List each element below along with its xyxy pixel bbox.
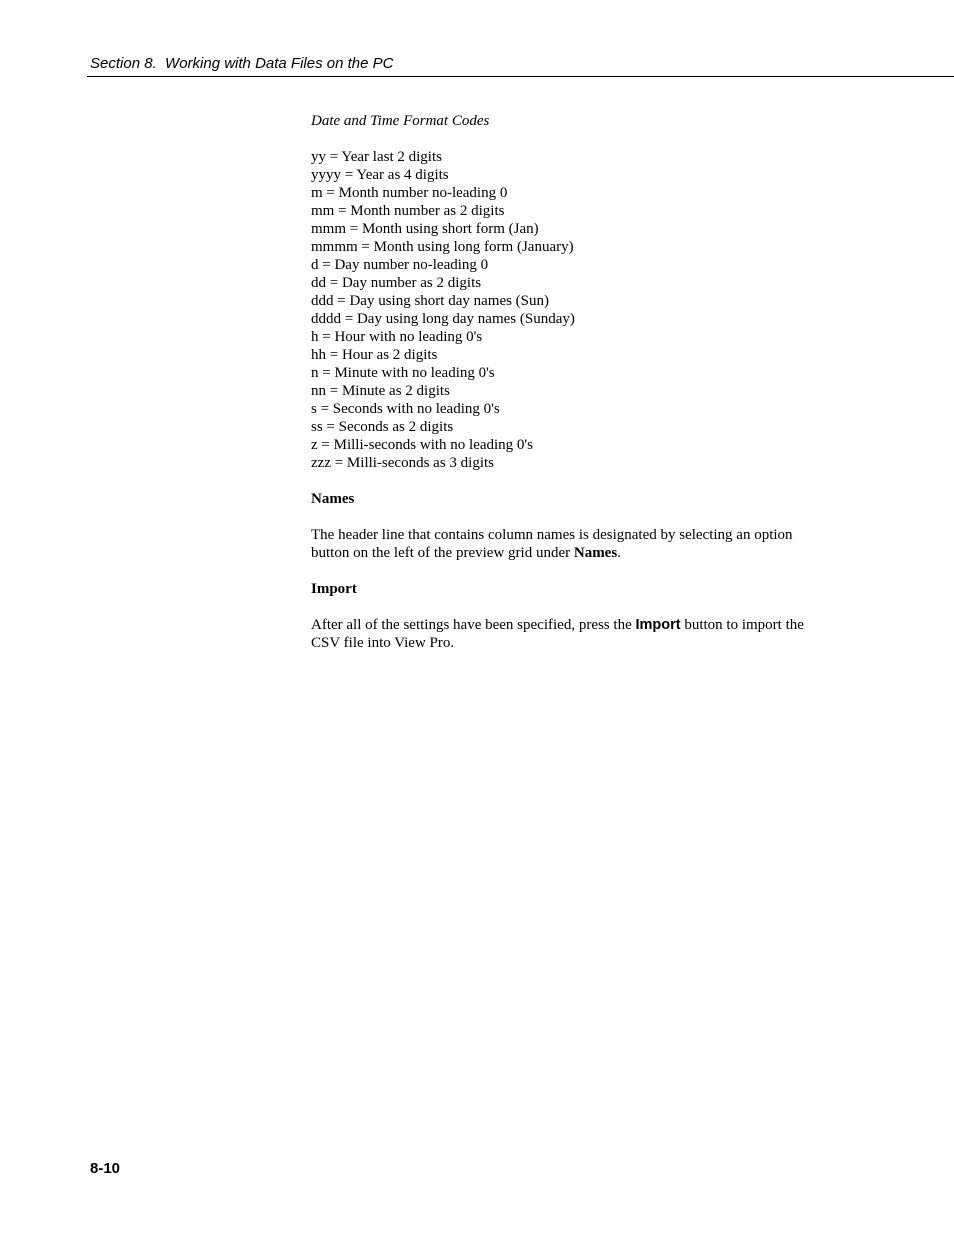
import-text: After all of the settings have been specified, press the xyxy=(311,617,636,633)
format-codes-title: Date and Time Format Codes xyxy=(311,113,490,129)
header-rule xyxy=(87,76,954,77)
format-code-item: zzz = Milli-seconds as 3 digits xyxy=(311,455,495,471)
format-code-item: mmm = Month using short form (Jan) xyxy=(311,221,539,237)
names-bold-term: Names xyxy=(573,545,618,561)
names-text-end: . xyxy=(617,545,621,561)
format-code-item: ddd = Day using short day names (Sun) xyxy=(311,293,550,309)
names-text: The header line that contains column names is designated by selecting an option button on the left of the preview grid under xyxy=(311,527,793,561)
format-code-item: yyyy = Year as 4 digits xyxy=(311,167,449,183)
names-heading: Names xyxy=(311,491,355,507)
format-code-item: dddd = Day using long day names (Sunday) xyxy=(311,311,575,327)
page-number: 8-10 xyxy=(90,1160,121,1177)
running-header: Section 8. Working with Data Files on the PC xyxy=(90,55,394,72)
format-code-item: yy = Year last 2 digits xyxy=(311,149,442,165)
format-code-item: m = Month number no-leading 0 xyxy=(311,185,508,201)
format-codes-list xyxy=(311,148,811,472)
format-code-item: h = Hour with no leading 0's xyxy=(311,329,483,345)
format-code-item: hh = Hour as 2 digits xyxy=(311,347,438,363)
format-code-item: n = Minute with no leading 0's xyxy=(311,365,495,381)
format-code-item: ss = Seconds as 2 digits xyxy=(311,419,454,435)
import-text-end: button to import the CSV file into View Pro. xyxy=(311,617,804,651)
main-content xyxy=(311,112,811,652)
names-paragraph xyxy=(311,526,811,562)
format-code-item: nn = Minute as 2 digits xyxy=(311,383,450,399)
import-paragraph xyxy=(311,616,811,652)
format-code-item: s = Seconds with no leading 0's xyxy=(311,401,500,417)
format-code-item: d = Day number no-leading 0 xyxy=(311,257,489,273)
format-code-item: z = Milli-seconds with no leading 0's xyxy=(311,437,533,453)
format-code-item: mm = Month number as 2 digits xyxy=(311,203,505,219)
import-heading: Import xyxy=(311,581,357,597)
format-code-item: mmmm = Month using long form (January) xyxy=(311,239,574,255)
import-button-term: Import xyxy=(635,617,681,633)
format-code-item: dd = Day number as 2 digits xyxy=(311,275,482,291)
